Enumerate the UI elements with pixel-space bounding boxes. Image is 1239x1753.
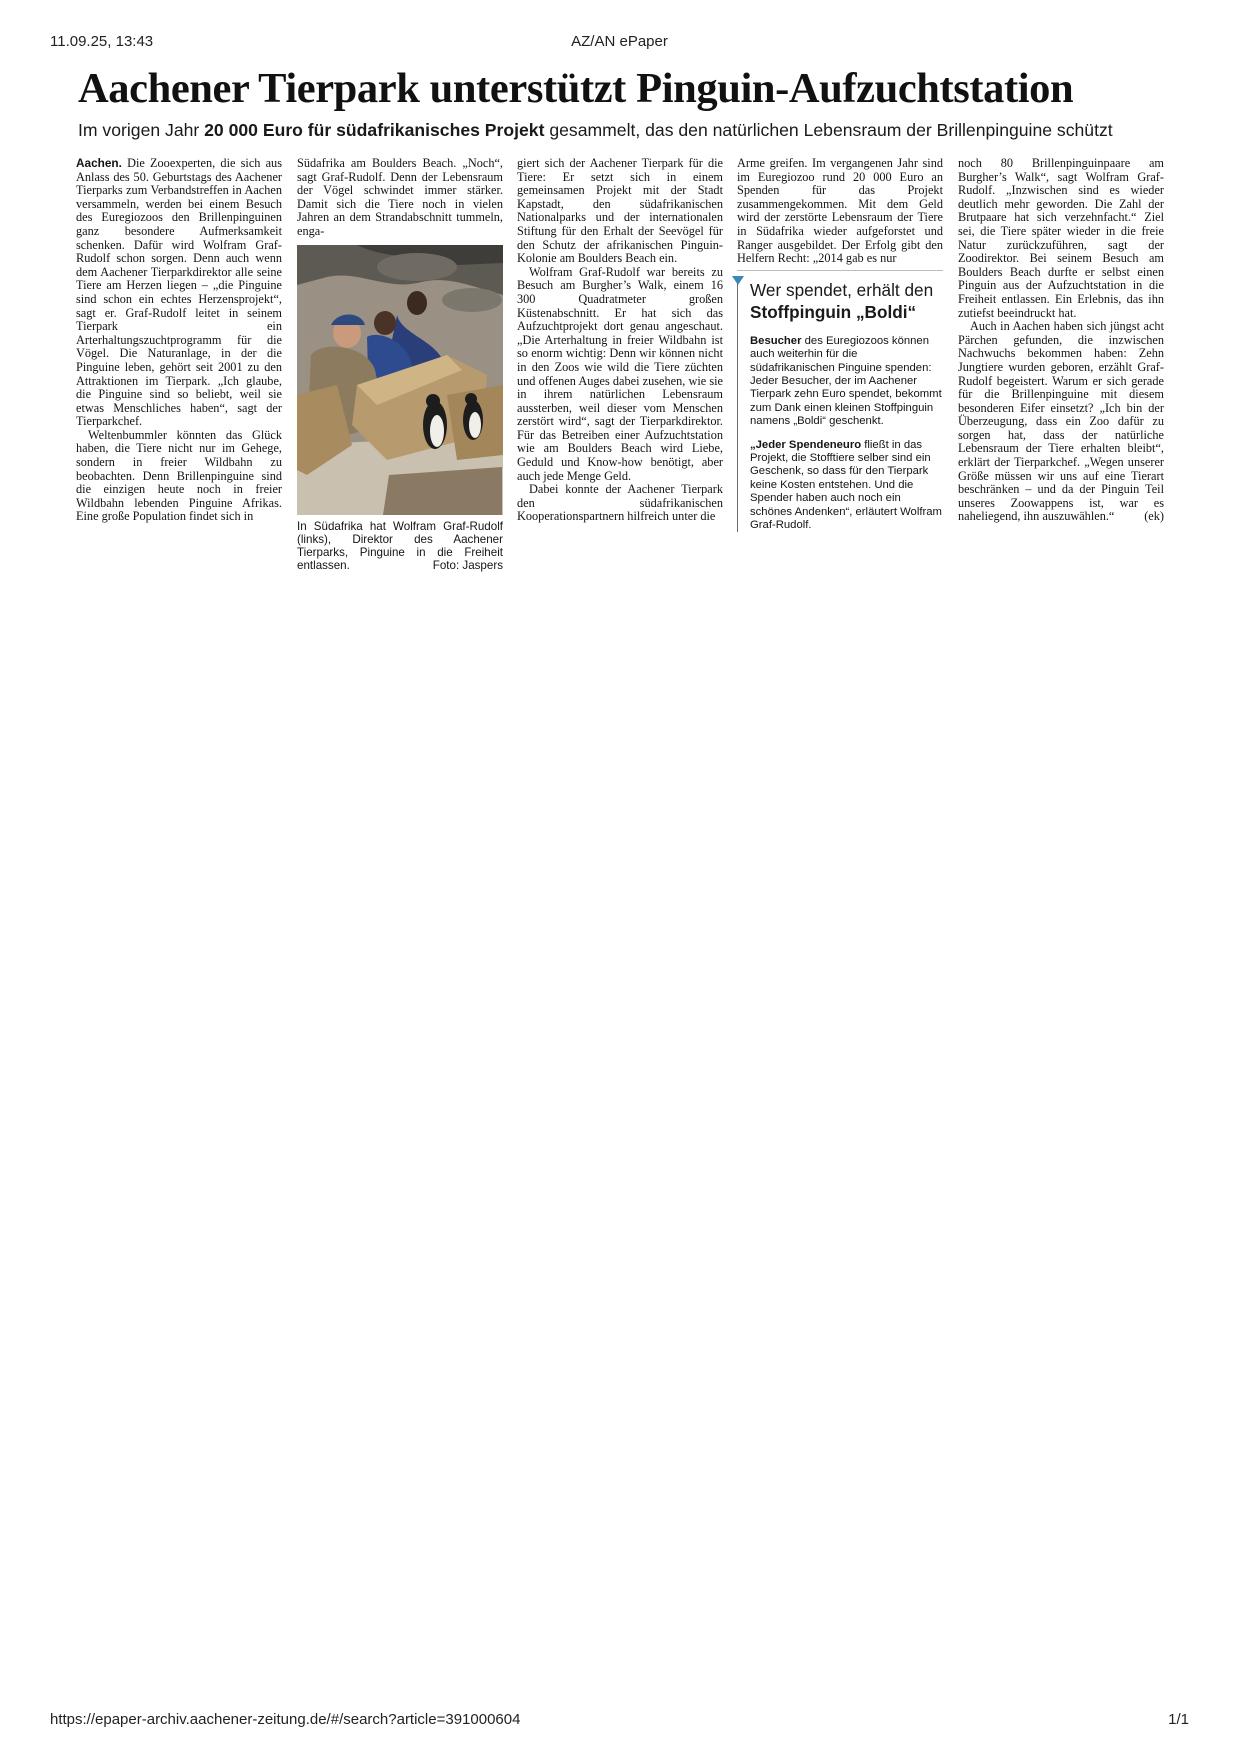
column-1 bbox=[76, 157, 282, 524]
paragraph bbox=[958, 320, 1164, 524]
page-number: 1/1 bbox=[1168, 1711, 1189, 1728]
triangle-marker-icon bbox=[732, 276, 744, 285]
print-site-title: AZ/AN ePaper bbox=[571, 33, 668, 50]
paragraph: Südafrika am Boulders Beach. „Noch“, sagt Graf-Rudolf. Denn der Lebensraum der Vögel schwindet immer stärker. Damit sich die Tiere noch in vielen Jahren an dem Strandabschnitt tummeln, enga- bbox=[297, 156, 503, 238]
dateline: Aachen. bbox=[76, 156, 122, 170]
subheadline-pre: Im vorigen Jahr bbox=[78, 120, 205, 140]
article-photo bbox=[297, 245, 503, 515]
print-datetime: 11.09.25, 13:43 bbox=[50, 33, 154, 50]
infobox-paragraph bbox=[750, 439, 943, 533]
column-4 bbox=[737, 157, 943, 542]
penguin-release-photo bbox=[297, 245, 503, 515]
photo-caption bbox=[297, 520, 503, 573]
infobox-paragraph bbox=[750, 335, 943, 429]
infobox-text: des Euregiozoos können auch weiterhin für die südafrikanischen Pinguine spenden: Jeder Besucher, der im Aachener Tierpark zehn Euro spendet, bekommt zum Dank einen kleinen Stoffpinguin namens „Boldi“ geschenkt. bbox=[750, 334, 942, 428]
infobox-lead: Besucher bbox=[750, 334, 802, 347]
paragraph: Weltenbummler könnten das Glück haben, die Tiere nicht nur im Gehege, sondern in freier Wildbahn zu beobachten. Denn Brillenpinguine sind die einzigen heute noch in freier Wildbahn lebenden Pinguine Afrikas. Eine große Population findet sich in bbox=[76, 427, 282, 524]
article-columns bbox=[76, 157, 1172, 597]
infobox-text: fließt in das Projekt, die Stofftiere selber sind ein Geschenk, so dass für den Tierpark keine Kosten entstehen. Und die Spender haben auch noch ein schönes Andenken“, erläutert Wolfram Graf-Rudolf. bbox=[750, 438, 942, 532]
caption-text: In Südafrika hat Wolfram Graf-Rudolf (links), Direktor des Aachener Tierparks, Pinguine in die Freiheit entlassen. bbox=[297, 519, 503, 573]
paragraph-text: Auch in Aachen haben sich jüngst acht Pärchen gefunden, die inzwischen Nachwuchs bekommen haben: Zehn Jungtiere wurden geboren, erzählt Graf-Rudolf begeistert. Warum er sich gerade für die Brillenpinguine mit diesem besonderen Eifer einsetzt? „Ich bin der Überzeugung, dass ein Zoo dafür zu sorgen hat, dass der natürliche Lebensraum der Tiere erhalten bleibt“, erklärt der Tierparkchef. „Wegen unserer Größe müssen wir uns auf eine Tierart beschränken – und da der Pinguin Teil unseres Zoowappens ist, war es naheliegend, ihn auszuwählen.“ bbox=[958, 319, 1164, 524]
paragraph: noch 80 Brillenpinguinpaare am Burgher’s Walk“, sagt Wolfram Graf-Rudolf. „Inzwischen sind es wieder deutlich mehr geworden. Die Zahl der Brutpaare hat sich verzehnfacht.“ Ziel sei, die Tiere später wieder in die freie Natur zurückzuführen, sagt der Zoodirektor. Bei seinem Besuch am Boulders Beach durfte er selbst einen Pinguin aus der Aufzuchtstation in die Freiheit entlassen. Ein Erlebnis, das ihn zutiefst beeindruckt hat. bbox=[958, 156, 1164, 320]
paragraph: Wolfram Graf-Rudolf war bereits zu Besuch am Burgher’s Walk, einem 16 300 Quadratmeter großen Küstenabschnitt. Er hat sich das Aufzuchtprojekt dort genau angeschaut. „Die Arterhaltung in freier Wildbahn ist so enorm wichtig: Denn wir können nicht in den Zoos wie wild die Tiere züchten und offenen Auges dabei zusehen, wie sie in ihrem natürlichen Lebensraum aussterben, weil dieser vom Menschen zerstört wird“, sagt der Tierparkdirektor. Für das Betreiben einer Aufzuchtstation wie am Boulders Beach wird Liebe, Geduld und Know-how benötigt, aber auch jede Menge Geld. bbox=[517, 264, 723, 483]
source-url-link[interactable]: https://epaper-archiv.aachener-zeitung.de/#/search?article=391000604 bbox=[50, 1711, 521, 1728]
paragraph bbox=[76, 157, 282, 429]
subheadline-post: gesammelt, das den natürlichen Lebensraum der Brillenpinguine schützt bbox=[544, 120, 1113, 140]
infobox-title bbox=[750, 279, 943, 323]
subheadline bbox=[78, 118, 1172, 142]
headline: Aachener Tierpark unterstützt Pinguin-Aufzuchtstation bbox=[78, 65, 1074, 112]
infobox-title-line1: Wer spendet, erhält den bbox=[750, 279, 934, 300]
divider bbox=[737, 270, 943, 271]
column-3 bbox=[517, 157, 723, 524]
column-5 bbox=[958, 157, 1164, 524]
article bbox=[76, 62, 1172, 573]
infobox-title-line2: Stoffpinguin „Boldi“ bbox=[750, 301, 917, 322]
photo-credit: Foto: Jaspers bbox=[432, 559, 503, 573]
paragraph: Arme greifen. Im vergangenen Jahr sind im Euregiozoo rund 20 000 Euro an Spenden für das Projekt zusammengekommen. Mit dem Geld wird der zerstörte Lebensraum der Tiere in Südafrika wieder aufgeforstet und Ranger ausgebildet. Der Erfolg gibt den Helfern Recht: „2014 gab es nur bbox=[737, 156, 943, 266]
paragraph-text: Die Zooexperten, die sich aus Anlass des 50. Geburtstags des Aachener Tierparks zum Verbandstreffen in Aachen versammeln, werden bei einem Besuch des Euregiozoos den Brillenpinguinen ganz besondere Aufmerksamkeit schenken. Dafür wird Wolfram Graf-Rudolf schon sorgen. Denn auch wenn dem Aachener Tierparkdirektor alle seine Tiere am Herzen liegen – „die Pinguine sind schon ein echtes Herzensprojekt“, sagt er. Graf-Rudolf leitet in seinem Tierpark ein Arterhaltungszuchtprogramm für die Vögel. Die Naturanlage, in der die Pinguine leben, gehört seit 2001 zu den Attraktionen im Tierpark. „Ich glaube, die Pinguine sind so beliebt, weil sie etwas Menschliches haben“, sagt der Tierparkchef. bbox=[76, 156, 282, 429]
paragraph: giert sich der Aachener Tierpark für die Tiere: Er setzt sich in einem gemeinsamen Projekt mit der Stadt Kapstadt, den südafrikanischen Nationalparks und der internationalen Stiftung für den Erhalt der Seevögel für den Schutz der afrikanischen Pinguin-Kolonie am Boulders Beach ein. bbox=[517, 156, 723, 266]
subheadline-bold: 20 000 Euro für südafrikanisches Projekt bbox=[204, 120, 545, 140]
infobox-lead: „Jeder Spendeneuro bbox=[750, 438, 862, 451]
paragraph: Dabei konnte der Aachener Tierpark den südafrikanischen Kooperationspartnern hilfreich unter die bbox=[517, 482, 723, 524]
infobox bbox=[737, 279, 943, 533]
column-2 bbox=[297, 157, 503, 572]
author-initials: (ek) bbox=[1144, 509, 1164, 524]
